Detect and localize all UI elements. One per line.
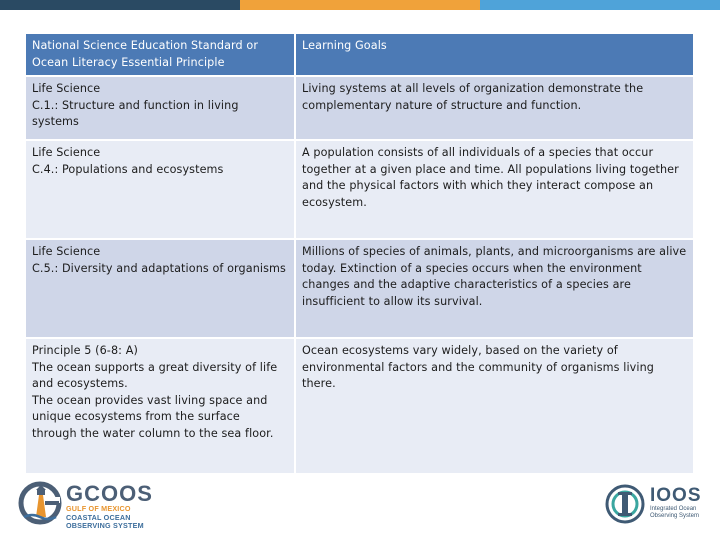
standard-line: The ocean supports a great diversity of life and ecosystems. [32, 360, 278, 390]
standard-line: C.4.: Populations and ecosystems [32, 162, 224, 176]
header-standard: National Science Education Standard or Ocean Literacy Essential Principle [26, 34, 294, 75]
standard-cell [26, 141, 294, 238]
accent-segment-blue [480, 0, 720, 10]
ioos-logo [650, 486, 702, 520]
table-row [26, 77, 693, 139]
ioos-line: Integrated Ocean [650, 506, 697, 512]
gcoos-name: GCOOS [66, 481, 153, 506]
learning-goal-cell: Millions of species of animals, plants, and microorganisms are alive today. Extinction of a species occurs when the environment changes and the adaptive characteristics of a species are insufficient to allow its survival. [296, 240, 693, 337]
ioos-emblem-logo-icon [604, 483, 646, 525]
learning-goal-cell: Living systems at all levels of organization demonstrate the complementary nature of structure and function. [296, 77, 693, 139]
learning-goal-cell: A population consists of all individuals of a species that occur together at a given place and time. All populations living together and the physical factors with which they interact compose an ecosystem. [296, 141, 693, 238]
learning-goal-cell: Ocean ecosystems vary widely, based on the variety of environmental factors and the community of organisms living there. [296, 339, 693, 473]
standard-cell [26, 77, 294, 139]
gcoos-line: GULF OF MEXICO [66, 504, 131, 513]
table-row [26, 141, 693, 238]
standard-line: The ocean provides vast living space and unique ecosystems from the surface through the water column to the sea floor. [32, 393, 274, 440]
gcoos-logo [66, 483, 153, 531]
standard-line: Principle 5 (6-8: A) [32, 344, 138, 357]
standards-table [24, 32, 695, 475]
standard-line: C.5.: Diversity and adaptations of organisms [32, 261, 286, 275]
table-row [26, 240, 693, 337]
standard-line: C.1.: Structure and function in living systems [32, 98, 239, 128]
header-learning-goals: Learning Goals [296, 34, 693, 75]
standard-line: Life Science [32, 146, 101, 159]
gcoos-line: COASTAL OCEAN [66, 512, 131, 522]
table-row [26, 339, 693, 473]
top-accent-bar [0, 0, 720, 10]
standard-cell [26, 339, 294, 473]
standard-cell [26, 240, 294, 337]
accent-segment-orange [240, 0, 480, 10]
table-header-row [26, 34, 693, 75]
gcoos-line: OBSERVING SYSTEM [66, 521, 144, 530]
standard-line: Life Science [32, 82, 101, 95]
standard-line: Life Science [32, 245, 101, 258]
ioos-line: Observing System [650, 513, 700, 519]
ioos-name: IOOS [650, 485, 702, 506]
accent-segment-navy [0, 0, 240, 10]
